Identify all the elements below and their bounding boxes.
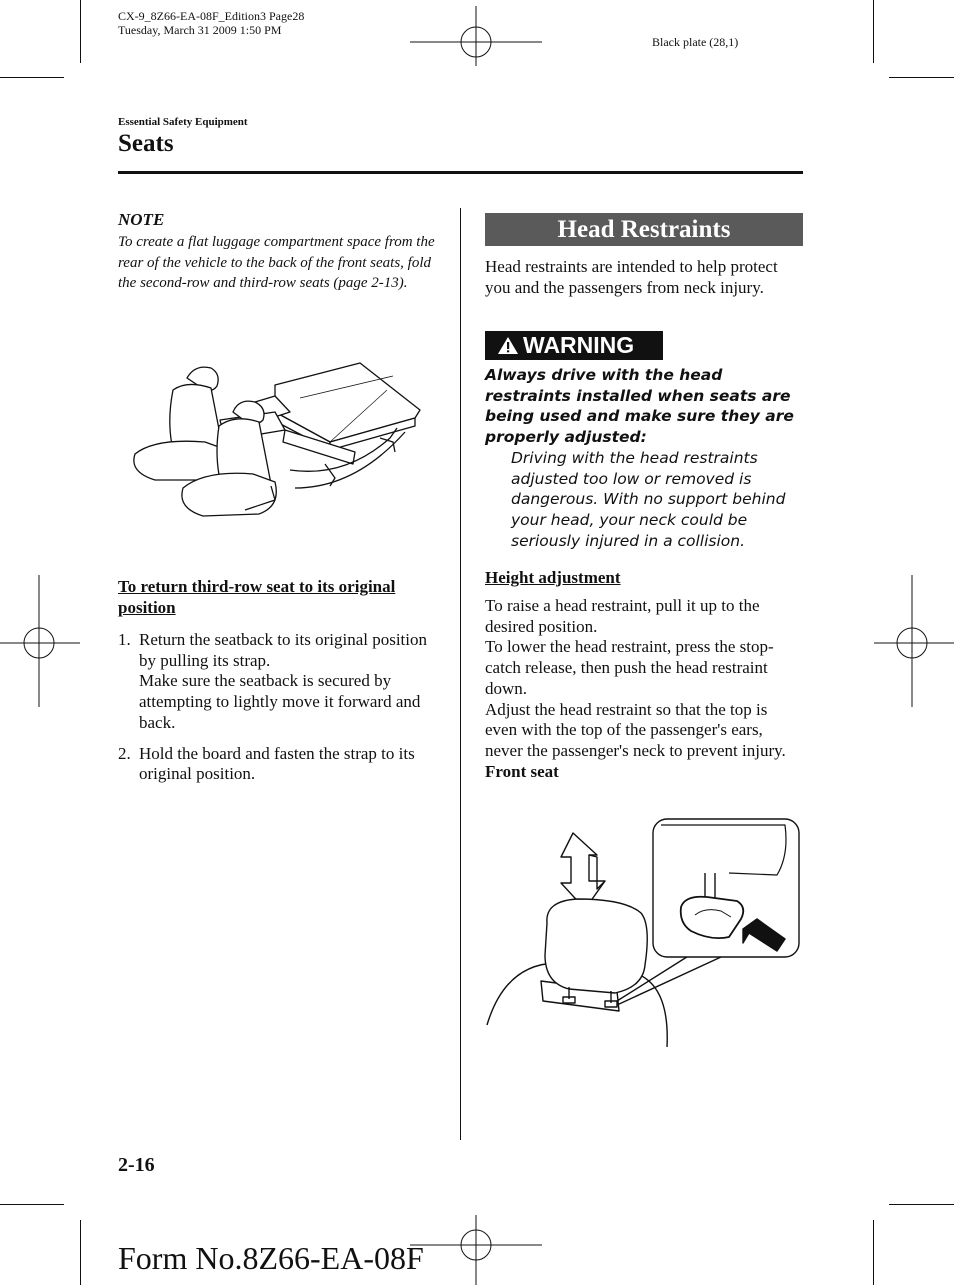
page-number: 2-16: [118, 1154, 155, 1176]
section-heading-return-seat: To return third-row seat to its original position: [118, 577, 396, 617]
height-adjustment-heading: Height adjustment: [485, 568, 621, 587]
note-heading: NOTE: [118, 210, 165, 229]
crop-mark: [889, 1204, 954, 1205]
adjustment-paragraphs: [485, 596, 803, 782]
header-rule: [118, 171, 803, 174]
crop-mark: [873, 0, 874, 63]
crop-mark: [873, 1220, 874, 1285]
warning-triangle-icon: [497, 336, 519, 355]
breadcrumb: Essential Safety Equipment: [118, 116, 248, 128]
crop-mark: [80, 1220, 81, 1285]
column-divider: [460, 208, 461, 1140]
note-text: To create a flat luggage compartment space from the rear of the vehicle to the back of the front seats, fold the second-row and third-row seats (page 2-13).: [118, 234, 435, 291]
warning-badge: [485, 331, 663, 360]
warning-label: WARNING: [523, 332, 635, 358]
paragraph: To raise a head restraint, pull it up to the desired position.: [485, 596, 760, 636]
step-text: Make sure the seatback is secured by attempting to lightly move it forward and back.: [139, 671, 421, 732]
print-job-info: [118, 9, 304, 37]
list-item: [118, 630, 438, 734]
section-banner-head-restraints: Head Restraints: [485, 213, 803, 246]
head-restraint-illustration: [485, 815, 803, 1050]
crop-mark: [0, 77, 64, 78]
return-seat-steps: [118, 630, 438, 795]
step-number: 2.: [118, 743, 131, 763]
crop-mark: [80, 0, 81, 63]
folded-seats-illustration: [125, 360, 425, 530]
crop-mark: [0, 1204, 64, 1205]
plate-label: Black plate (28,1): [652, 35, 739, 49]
registration-mark-right: [874, 575, 954, 707]
registration-mark-bottom: [410, 1215, 542, 1285]
paragraph: Adjust the head restraint so that the top is even with the top of the passenger's ears, never the passenger's neck to prevent injury.: [485, 699, 786, 760]
front-seat-label: Front seat: [485, 761, 559, 781]
intro-text: Head restraints are intended to help protect you and the passengers from neck injury.: [485, 257, 778, 297]
crop-mark: [889, 77, 954, 78]
step-text: Return the seatback to its original position by pulling its strap.: [139, 630, 428, 670]
page-title: Seats: [118, 130, 174, 157]
print-job-line2: Tuesday, March 31 2009 1:50 PM: [118, 23, 282, 37]
paragraph: To lower the head restraint, press the stop-catch release, then push the head restraint down.: [485, 637, 774, 698]
form-number: Form No.8Z66-EA-08F: [118, 1240, 424, 1276]
registration-mark-left: [0, 575, 80, 707]
print-job-line1: CX-9_8Z66-EA-08F_Edition3 Page28: [118, 9, 305, 23]
warning-bold-text: Always drive with the head restraints installed when seats are being used and make sure they are properly adjusted:: [485, 366, 794, 447]
list-item: [118, 744, 438, 785]
step-text: Hold the board and fasten the strap to its original position.: [139, 743, 415, 784]
step-number: 1.: [118, 630, 131, 649]
registration-mark-top: [410, 6, 542, 76]
warning-text: Driving with the head restraints adjusted too low or removed is dangerous. With no support behind your head, your neck could be seriously injured in a collision.: [511, 449, 786, 550]
